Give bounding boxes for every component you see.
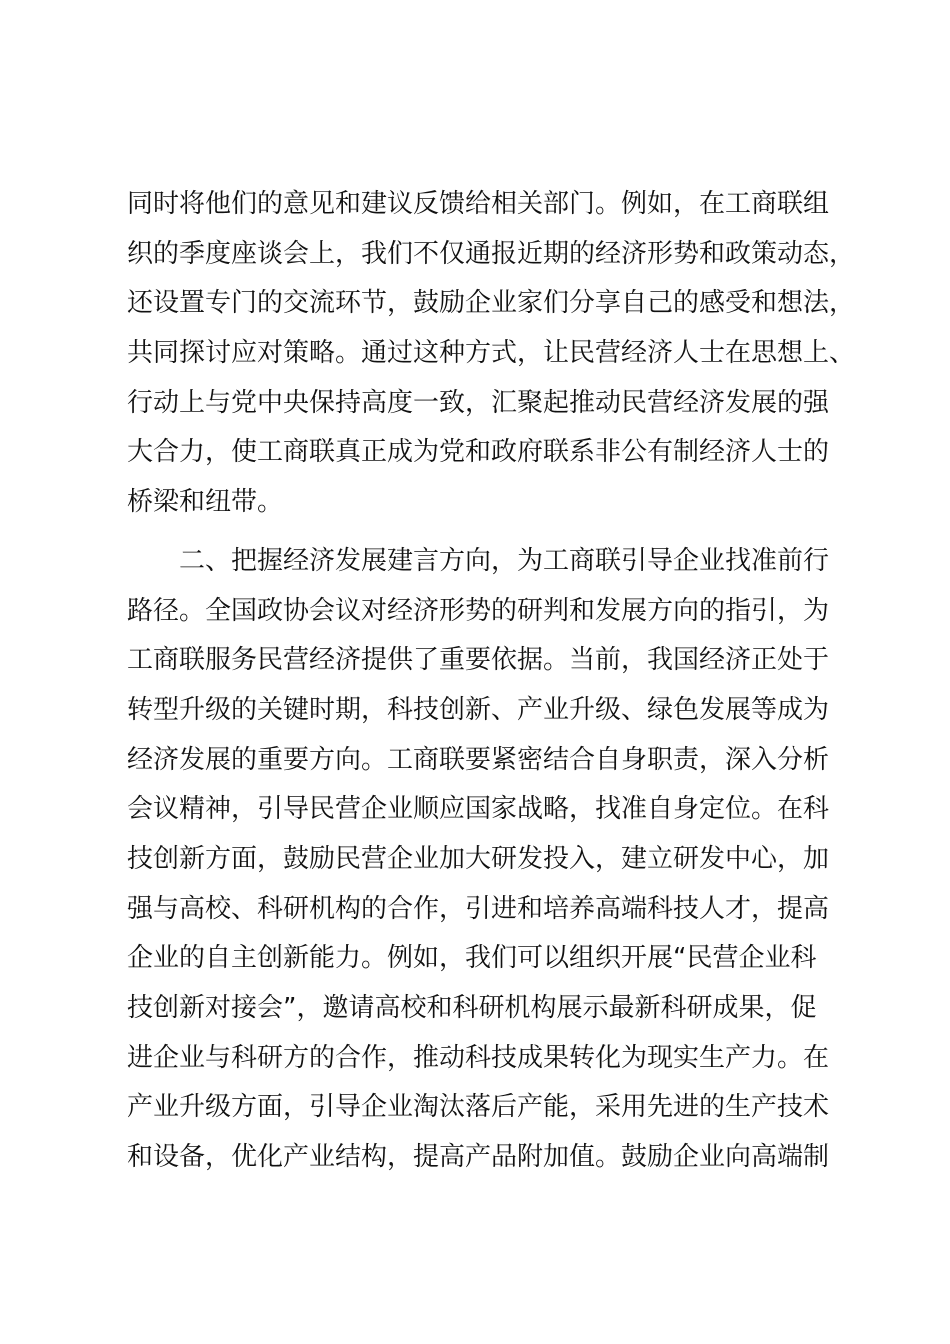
text-line: 企业的自主创新能力。例如，我们可以组织开展“民营企业科 [127,943,817,974]
text-line: 同时将他们的意见和建议反馈给相关部门。例如，在工商联组 [127,189,830,219]
text-line: 路径。全国政协会议对经济形势的研判和发展方向的指引，为 [127,595,830,626]
text-line: 会议精神，引导民营企业顺应国家战略，找准自身定位。在科 [127,794,830,825]
section-heading-line: 二、把握经济发展建言方向，为工商联引导企业找准前行 [179,545,830,576]
text-line: 还设置专门的交流环节，鼓励企业家们分享自己的感受和想法， [127,288,856,319]
text-line: 强与高校、科研机构的合作，引进和培养高端科技人才，提高 [127,893,830,924]
text-line: 产业升级方面，引导企业淘汰落后产能，采用先进的生产技术 [127,1092,830,1123]
document-body [127,180,867,1183]
text-line: 织的季度座谈会上，我们不仅通报近期的经济形势和政策动态， [127,238,856,269]
paragraph-section-two [127,537,867,1183]
text-line: 桥梁和纽带。 [127,487,284,518]
text-line: 转型升级的关键时期，科技创新、产业升级、绿色发展等成为 [127,694,830,725]
text-line: 共同探讨应对策略。通过这种方式，让民营经济人士在思想上、 [127,338,856,369]
text-line: 经济发展的重要方向。工商联要紧密结合自身职责，深入分析 [127,744,830,775]
text-line: 技创新方面，鼓励民营企业加大研发投入，建立研发中心，加 [127,843,830,874]
text-line: 大合力，使工商联真正成为党和政府联系非公有制经济人士的 [127,437,830,468]
paragraph-continuation [127,180,867,528]
text-line: 和设备，优化产业结构，提高产品附加值。鼓励企业向高端制 [127,1142,830,1173]
text-line: 技创新对接会”，邀请高校和科研机构展示最新科研成果，促 [127,993,817,1023]
text-line: 工商联服务民营经济提供了重要依据。当前，我国经济正处于 [127,645,830,676]
text-line: 行动上与党中央保持高度一致，汇聚起推动民营经济发展的强 [127,387,830,418]
text-line: 进企业与科研方的合作，推动科技成果转化为现实生产力。在 [127,1042,830,1073]
